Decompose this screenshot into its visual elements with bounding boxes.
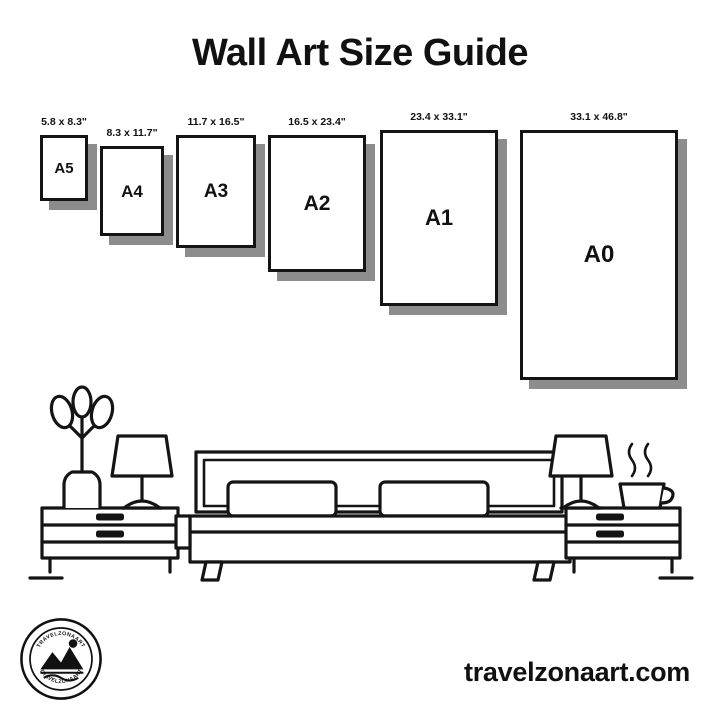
brand-logo: [18, 616, 104, 702]
poster-size-name: A2: [303, 192, 331, 215]
bedroom-illustration: [0, 380, 720, 610]
poster-size-a4: [100, 146, 164, 236]
right-nightstand: [566, 508, 680, 572]
poster-size-name: A4: [121, 181, 143, 201]
poster-size-a1: [380, 130, 498, 306]
poster-dimension-label: 16.5 x 23.4": [288, 116, 346, 128]
coffee-cup: [620, 444, 673, 508]
plant-vase: [48, 387, 116, 508]
poster-size-a2: [268, 135, 366, 272]
poster-dimension-label: 11.7 x 16.5": [187, 116, 245, 128]
page-title: Wall Art Size Guide: [191, 32, 529, 74]
poster-size-a0: [520, 130, 678, 380]
logo-text-top: TRAVELZONAART: [36, 630, 86, 649]
poster-dimension-label: 8.3 x 11.7": [106, 127, 158, 139]
poster-size-a5: [40, 135, 88, 201]
bed: [176, 452, 584, 580]
poster-size-a3: [176, 135, 256, 248]
poster-size-name: A0: [583, 241, 615, 268]
poster-dimension-label: 33.1 x 46.8": [570, 111, 628, 123]
poster-size-name: A5: [54, 159, 74, 177]
left-nightstand: [42, 508, 178, 572]
poster-dimension-label: 23.4 x 33.1": [410, 111, 468, 123]
logo-text-bottom: TRAVELZONAART: [37, 667, 85, 686]
poster-dimension-label: 5.8 x 8.3": [41, 116, 87, 128]
left-lamp: [112, 436, 172, 508]
poster-size-name: A1: [424, 205, 454, 230]
site-url: travelzonaart.com: [464, 657, 690, 687]
poster-size-name: A3: [203, 181, 229, 202]
